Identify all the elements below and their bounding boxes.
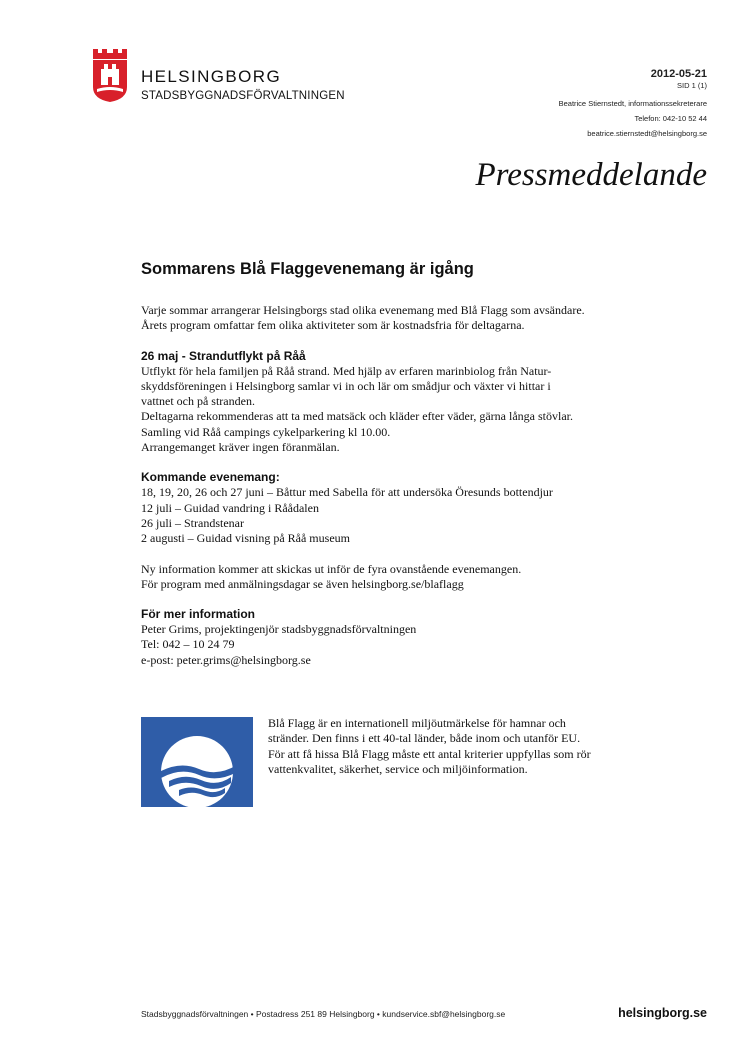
text-line: Samling vid Råå campings cykelparkering kl 10.00. xyxy=(141,424,391,439)
text-line: vattnet och på stranden. xyxy=(141,394,255,409)
text-line: 26 juli – Strandstenar xyxy=(141,515,244,530)
contact-section xyxy=(141,607,621,668)
text-line: För program med anmälningsdagar se även helsingborg.se/blaflagg xyxy=(141,576,464,591)
footer-website: helsingborg.se xyxy=(618,1006,707,1020)
text-line: Varje sommar arrangerar Helsingborgs stad olika evenemang med Blå Flagg som avsändare. xyxy=(141,303,585,317)
text-line: Ny information kommer att skickas ut inför de fyra ovanstående evenemangen. xyxy=(141,561,522,576)
department-name: STADSBYGGNADSFÖRVALTNINGEN xyxy=(141,90,345,102)
text-line: Tel: 042 – 10 24 79 xyxy=(141,637,235,652)
text-line: Årets program omfattar fem olika aktiviteter som är kostnadsfria för deltagarna. xyxy=(141,318,525,333)
text-line: skyddsföreningen i Helsingborg samlar vi in och lär om smådjur och växter vi hittar i xyxy=(141,378,551,393)
helsingborg-crest-icon xyxy=(92,47,128,103)
text-line: 12 juli – Guidad vandring i Råådalen xyxy=(141,500,319,515)
blue-flag-description xyxy=(268,716,628,777)
text-line: För att få hissa Blå Flagg måste ett antal kriterier uppfyllas som rör xyxy=(268,746,591,761)
contact-phone: Telefon: 042-10 52 44 xyxy=(634,114,707,123)
footer-address: Stadsbyggnadsförvaltningen • Postadress 251 89 Helsingborg • kundservice.sbf@helsingborg.se xyxy=(141,1009,506,1019)
text-line: e-post: peter.grims@helsingborg.se xyxy=(141,652,311,667)
event-title: 26 maj - Strandutflykt på Råå xyxy=(141,348,306,363)
more-info-title: För mer information xyxy=(141,607,256,622)
page-number: SID 1 (1) xyxy=(676,81,707,90)
upcoming-title: Kommande evenemang: xyxy=(141,470,280,485)
text-line: Arrangemanget kräver ingen föranmälan. xyxy=(141,440,340,455)
text-line: Blå Flagg är en internationell miljöutmärkelse för hamnar och xyxy=(268,716,566,730)
intro-paragraph xyxy=(141,303,621,334)
organization-name: HELSINGBORG xyxy=(141,67,282,86)
document-meta xyxy=(559,68,707,141)
blue-flag-logo-icon xyxy=(141,717,253,807)
text-line: 18, 19, 20, 26 och 27 juni – Båttur med Sabella för att undersöka Öresunds bottendjur xyxy=(141,485,553,500)
text-line: Deltagarna rekommenderas att ta med matsäck och kläder efter väder, gärna långa stövlar. xyxy=(141,409,573,424)
text-line: vattenkvalitet, säkerhet, service och miljöinformation. xyxy=(268,761,528,776)
text-line: 2 augusti – Guidad visning på Råå museum xyxy=(141,531,350,546)
text-line: stränder. Den finns i ett 40-tal länder, både inom och utanför EU. xyxy=(268,731,581,746)
contact-name: Beatrice Stiernstedt, informationssekreterare xyxy=(558,99,707,108)
upcoming-section xyxy=(141,470,621,546)
event-section xyxy=(141,349,621,456)
document-date: 2012-05-21 xyxy=(650,68,707,80)
text-line: Utflykt för hela familjen på Råå strand. Med hjälp av erfaren marinbiolog från Natur- xyxy=(141,363,552,378)
info-section xyxy=(141,562,621,593)
headline: Sommarens Blå Flaggevenemang är igång xyxy=(141,260,474,278)
press-release-body xyxy=(141,260,621,683)
document-type: Pressmeddelande xyxy=(475,157,707,193)
text-line: Peter Grims, projektingenjör stadsbyggnadsförvaltningen xyxy=(141,622,417,637)
contact-email: beatrice.stiernstedt@helsingborg.se xyxy=(587,129,707,138)
